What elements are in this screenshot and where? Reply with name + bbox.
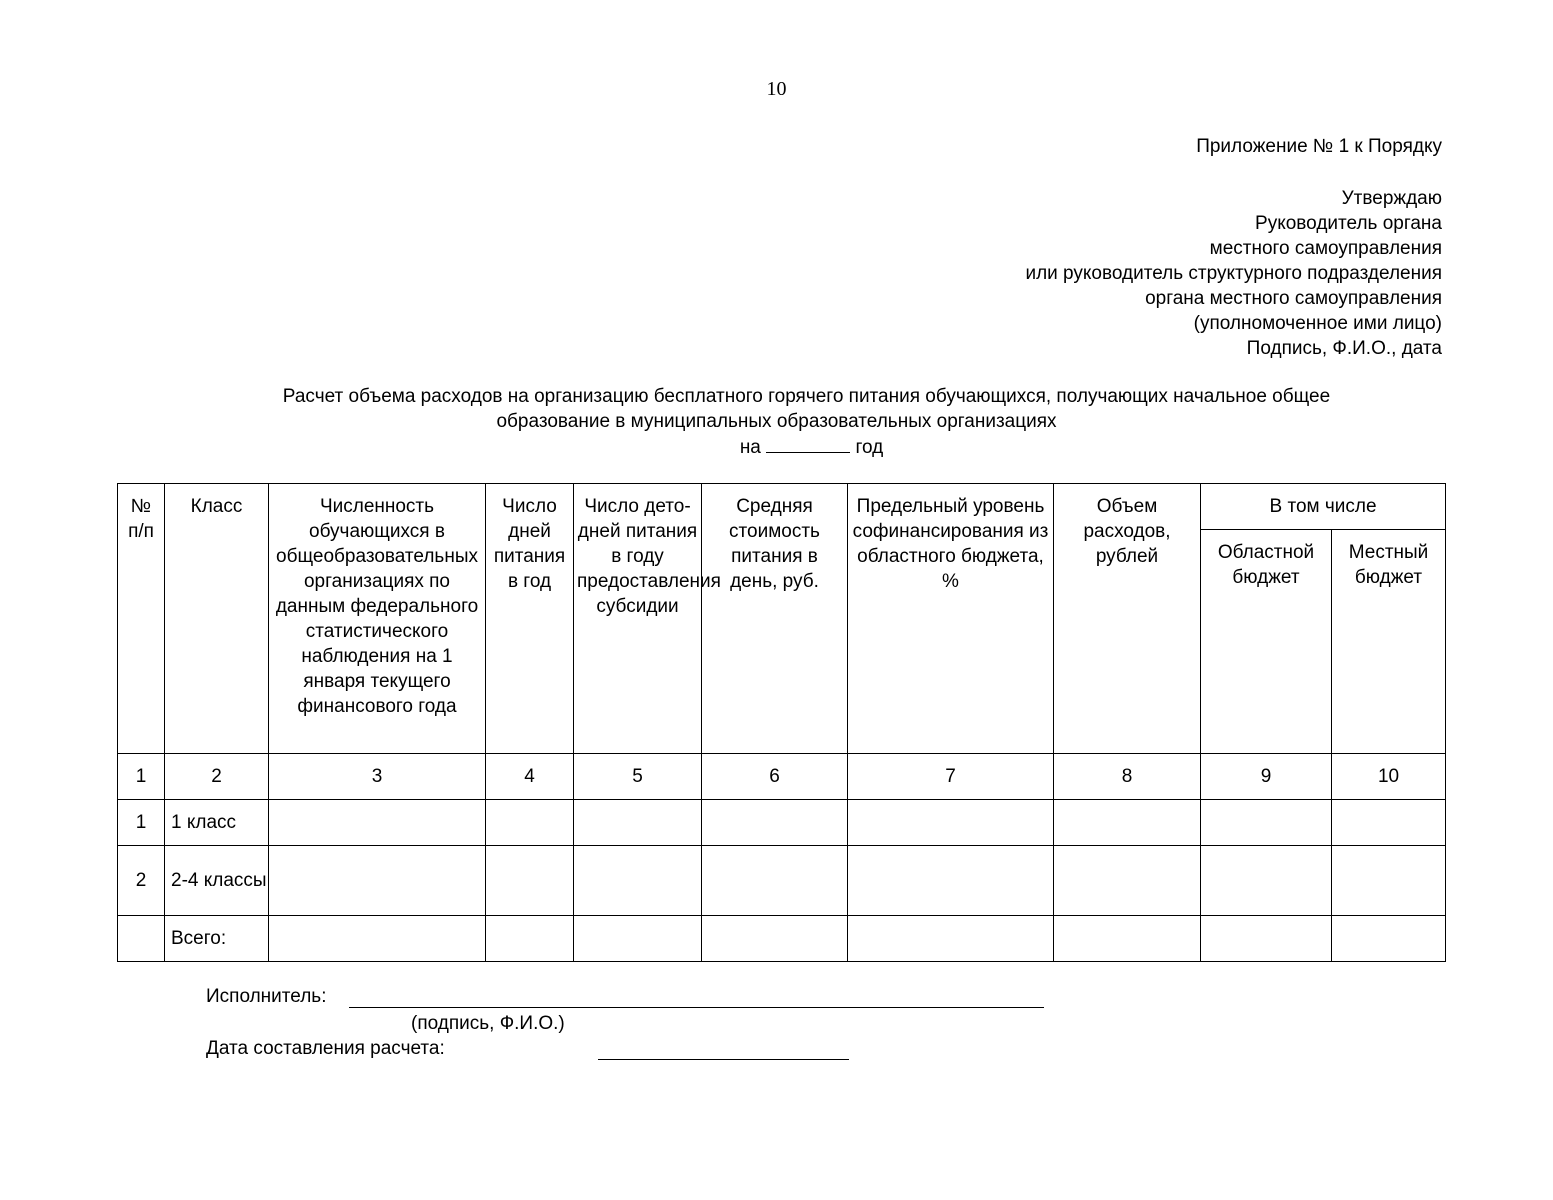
table-row-total <box>118 916 1446 962</box>
row-class: 1 класс <box>165 800 269 846</box>
empty-cell <box>848 800 1054 846</box>
table-row <box>118 846 1446 916</box>
header-row-number: № п/п <box>118 484 165 754</box>
approval-block <box>1025 186 1442 361</box>
date-blank <box>598 1059 849 1060</box>
header-including: В том числе <box>1201 484 1446 530</box>
row-index: 2 <box>118 846 165 916</box>
executor-line <box>206 986 326 1008</box>
empty-cell <box>574 800 702 846</box>
executor-label: Исполнитель: <box>206 986 327 1007</box>
approval-line: местного самоуправления <box>1209 238 1442 259</box>
title-line-1: Расчет объема расходов на организацию бесплатного горячего питания обучающихся, получающих начальное общее <box>282 386 1331 407</box>
empty-cell <box>702 846 848 916</box>
empty-cell <box>848 916 1054 962</box>
header-avg-cost: Средняя стоимость питания в день, руб. <box>702 484 848 754</box>
column-number: 9 <box>1201 754 1332 800</box>
signature-hint: (подпись, Ф.И.О.) <box>411 1013 565 1034</box>
column-number: 7 <box>848 754 1054 800</box>
appendix-label: Приложение № 1 к Порядку <box>1196 136 1442 157</box>
page-number: 10 <box>766 78 787 100</box>
empty-cell <box>1332 846 1446 916</box>
empty-cell <box>269 846 486 916</box>
approval-line: Руководитель органа <box>1255 213 1442 234</box>
year-blank <box>766 434 850 453</box>
header-student-count: Численность обучающихся в общеобразовательных организациях по данным федерального статистического наблюдения на 1 января текущего финансового года <box>269 484 486 754</box>
column-number: 10 <box>1332 754 1446 800</box>
empty-cell <box>269 916 486 962</box>
empty-cell <box>574 846 702 916</box>
empty-cell <box>269 800 486 846</box>
year-suffix: год <box>855 437 884 458</box>
empty-cell <box>848 846 1054 916</box>
header-cofinancing-level: Предельный уровень софинансирования из областного бюджета, % <box>848 484 1054 754</box>
column-number: 6 <box>702 754 848 800</box>
row-class: Всего: <box>165 916 269 962</box>
column-number: 5 <box>574 754 702 800</box>
empty-cell <box>1054 846 1201 916</box>
calculation-table <box>117 483 1446 962</box>
empty-cell <box>486 916 574 962</box>
column-number: 3 <box>269 754 486 800</box>
empty-cell <box>486 800 574 846</box>
empty-cell <box>1054 916 1201 962</box>
header-regional-budget: Областной бюджет <box>1201 530 1332 754</box>
empty-cell <box>702 800 848 846</box>
approval-line: органа местного самоуправления <box>1145 288 1442 309</box>
header-local-budget: Местный бюджет <box>1332 530 1446 754</box>
empty-cell <box>486 846 574 916</box>
empty-cell <box>1201 916 1332 962</box>
empty-cell <box>1332 800 1446 846</box>
column-number: 1 <box>118 754 165 800</box>
approval-line: или руководитель структурного подразделения <box>1025 263 1442 284</box>
approval-line: Утверждаю <box>1341 188 1442 209</box>
empty-cell <box>574 916 702 962</box>
empty-cell <box>1332 916 1446 962</box>
column-number: 8 <box>1054 754 1201 800</box>
empty-cell <box>1201 846 1332 916</box>
row-class: 2-4 классы <box>165 846 269 916</box>
row-index: 1 <box>118 800 165 846</box>
header-days-per-year: Число дней питания в год <box>486 484 574 754</box>
document-title <box>0 384 1553 460</box>
header-child-days: Число дето-дней питания в году предоставления субсидии <box>574 484 702 754</box>
empty-cell <box>1054 800 1201 846</box>
column-number: 4 <box>486 754 574 800</box>
header-class: Класс <box>165 484 269 754</box>
title-line-2: образование в муниципальных образовательных организациях <box>496 411 1057 432</box>
empty-cell <box>1201 800 1332 846</box>
executor-signature-blank <box>349 1007 1044 1008</box>
header-expense-volume: Объем расходов, рублей <box>1054 484 1201 754</box>
table-row <box>118 800 1446 846</box>
approval-line: Подпись, Ф.И.О., дата <box>1246 338 1442 359</box>
title-year-line <box>0 434 1553 460</box>
date-label: Дата составления расчета: <box>206 1038 445 1059</box>
date-line <box>206 1038 445 1060</box>
row-index <box>118 916 165 962</box>
column-numbers-row <box>118 754 1446 800</box>
empty-cell <box>702 916 848 962</box>
year-prefix: на <box>739 437 761 458</box>
column-number: 2 <box>165 754 269 800</box>
approval-line: (уполномоченное ими лицо) <box>1193 313 1442 334</box>
